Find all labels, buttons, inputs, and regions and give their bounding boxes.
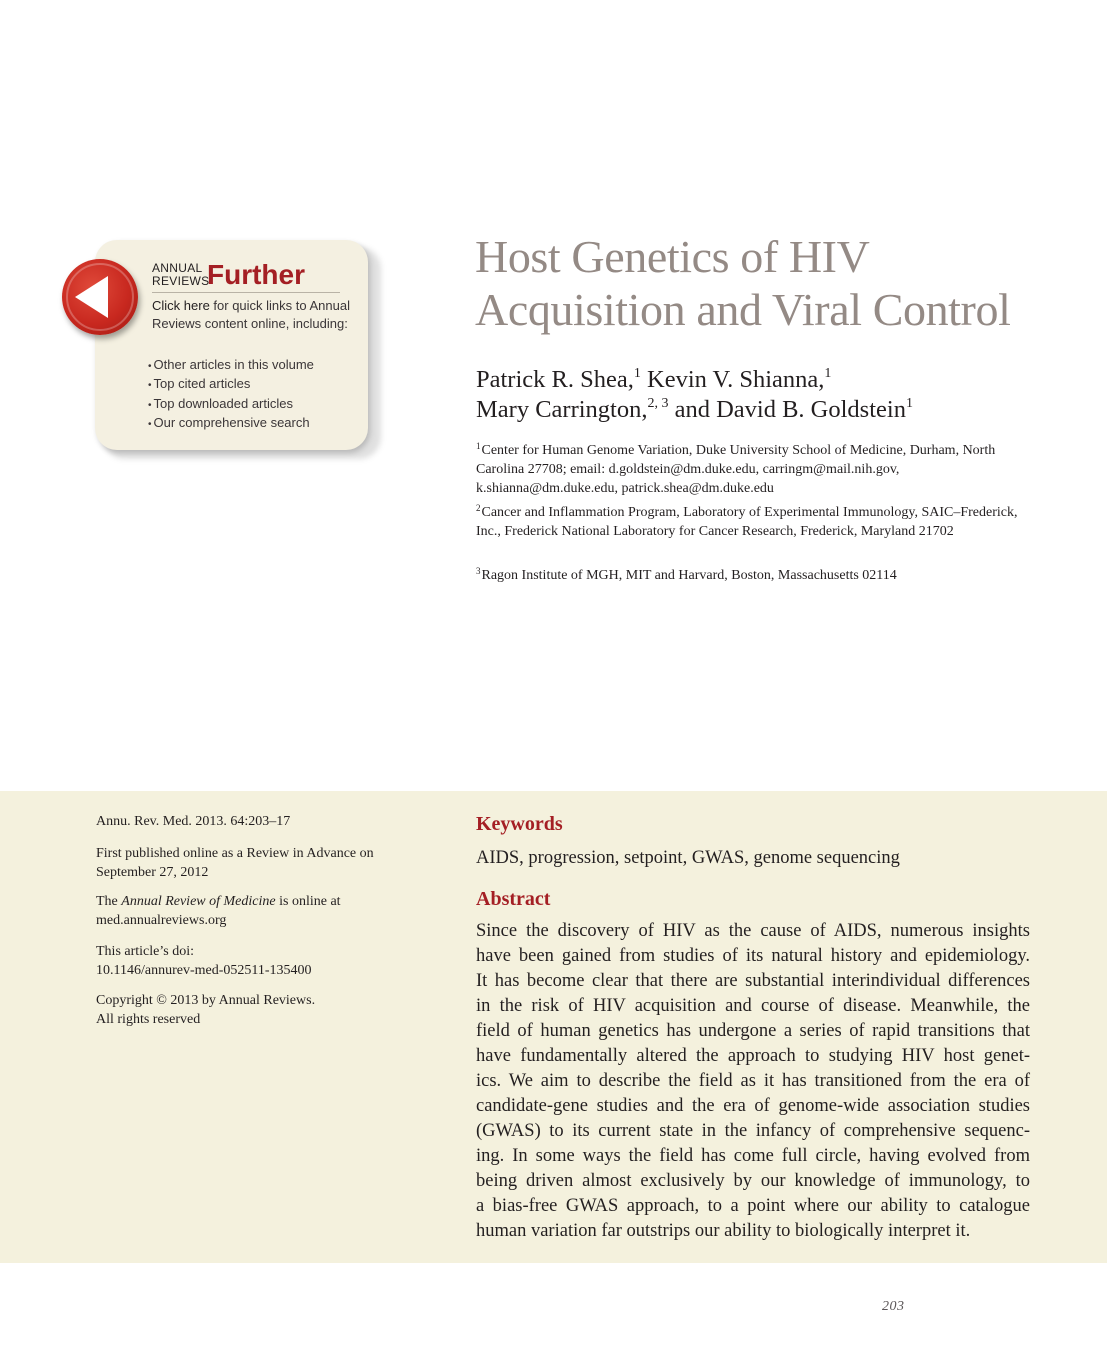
author-sup: 1 — [633, 366, 641, 381]
journal-post: is online at med.annualreviews.org — [96, 894, 341, 928]
doi-label: This article’s doi: — [96, 944, 194, 959]
affiliation-text: Center for Human Genome Variation, Duke University School of Medicine, Durham, North Carolina 27708; email: d.goldstein@dm.duke.edu, carringm@mail.nih.gov, k.shianna@dm.duke.edu, patrick.shea@dm.duke.edu — [476, 443, 996, 496]
link-top-cited[interactable]: • Top cited articles — [148, 375, 314, 394]
affiliation-3 — [476, 566, 1036, 585]
affiliation-1 — [476, 441, 1036, 498]
author-name: Kevin V. Shianna, — [640, 366, 825, 393]
journal-name: Annual Review of Medicine — [121, 894, 276, 909]
title-line-1: Host Genetics of HIV — [475, 231, 870, 282]
keywords-text: AIDS, progression, setpoint, GWAS, genome sequencing — [476, 848, 900, 868]
further-intro — [152, 297, 352, 332]
link-other-articles[interactable]: • Other articles in this volume — [148, 356, 314, 375]
doi-value[interactable]: 10.1146/annurev-med-052511-135400 — [96, 963, 312, 978]
article-title — [475, 230, 1075, 336]
author-list — [476, 365, 1076, 425]
click-here-link[interactable]: Click here — [152, 298, 210, 313]
abstract-line: in the risk of HIV acquisition and course of disease. Meanwhile, the — [476, 996, 1030, 1016]
keywords-heading: Keywords — [476, 813, 563, 835]
abstract-line: field of human genetics has undergone a series of rapid transitions that — [476, 1021, 1030, 1041]
abstract-line: Since the discovery of HIV as the cause of AIDS, numerous insights — [476, 921, 1030, 941]
abstract-line: candidate-gene studies and the era of genome-wide association studies — [476, 1096, 1030, 1116]
publication-date: First published online as a Review in Advance on September 27, 2012 — [96, 846, 374, 880]
abstract-line: have fundamentally altered the approach to studying HIV host genet- — [476, 1046, 1030, 1066]
abstract-line: a bias-free GWAS approach, to a point where our ability to catalogue — [476, 1196, 1030, 1216]
abstract-line: ing. In some ways the field has come full circle, having evolved from — [476, 1146, 1030, 1166]
page-number: 203 — [882, 1299, 905, 1314]
abstract-body — [476, 919, 1030, 1244]
affiliation-number: 1 — [476, 441, 481, 451]
affiliation-number: 2 — [476, 503, 481, 513]
affiliation-text: Cancer and Inflammation Program, Laboratory of Experimental Immunology, SAIC–Frederick, Inc., Frederick National Laboratory for Cancer Research, Frederick, Maryland 21702 — [476, 505, 1018, 539]
further-intro-text: for quick links to Annual Reviews content online, including: — [152, 298, 350, 331]
affiliation-2 — [476, 503, 1036, 541]
copyright: Copyright © 2013 by Annual Reviews. — [96, 993, 316, 1008]
link-comprehensive-search[interactable]: • Our comprehensive search — [148, 414, 314, 433]
affiliation-text: Ragon Institute of MGH, MIT and Harvard, Boston, Massachusetts 02114 — [481, 568, 897, 583]
abstract-line: have been gained from studies of its natural history and epidemiology. — [476, 946, 1030, 966]
brand-annual: ANNUAL — [152, 261, 203, 275]
link-top-downloaded[interactable]: • Top downloaded articles — [148, 395, 314, 414]
author-name: and David B. Goldstein — [668, 396, 906, 423]
author-sup: 2, 3 — [647, 396, 669, 411]
abstract-line: ics. We aim to describe the field as it has transitioned from the era of — [476, 1071, 1030, 1091]
affiliation-number: 3 — [476, 566, 481, 576]
abstract-line: (GWAS) to its current state in the infancy of comprehensive sequenc- — [476, 1121, 1030, 1141]
back-arrow-icon — [62, 259, 138, 335]
brand-reviews: REVIEWS — [152, 274, 210, 288]
further-divider — [152, 292, 340, 293]
abstract-line: being driven almost exclusively by our knowledge of immunology, to — [476, 1171, 1030, 1191]
author-sup: 1 — [824, 366, 832, 381]
author-shianna — [641, 366, 832, 393]
further-back-button[interactable] — [62, 259, 138, 335]
author-carrington — [476, 396, 668, 423]
author-sup: 1 — [905, 396, 913, 411]
abstract-line: human variation far outstrips our ability to biologically interpret it. — [476, 1221, 971, 1241]
author-name: Patrick R. Shea, — [476, 366, 634, 393]
journal-online — [96, 892, 371, 930]
rights: All rights reserved — [96, 1012, 201, 1027]
author-shea — [476, 366, 641, 393]
brand-further: Further — [207, 259, 305, 290]
title-line-2: Acquisition and Viral Control — [475, 284, 1011, 335]
abstract-line: It has become clear that there are substantial interindividual differences — [476, 971, 1030, 991]
journal-pre: The — [96, 894, 122, 909]
citation: Annu. Rev. Med. 2013. 64:203–17 — [96, 814, 291, 829]
author-name: Mary Carrington, — [476, 396, 648, 423]
author-goldstein — [668, 396, 913, 423]
further-links-list — [148, 356, 314, 434]
abstract-heading: Abstract — [476, 888, 551, 910]
